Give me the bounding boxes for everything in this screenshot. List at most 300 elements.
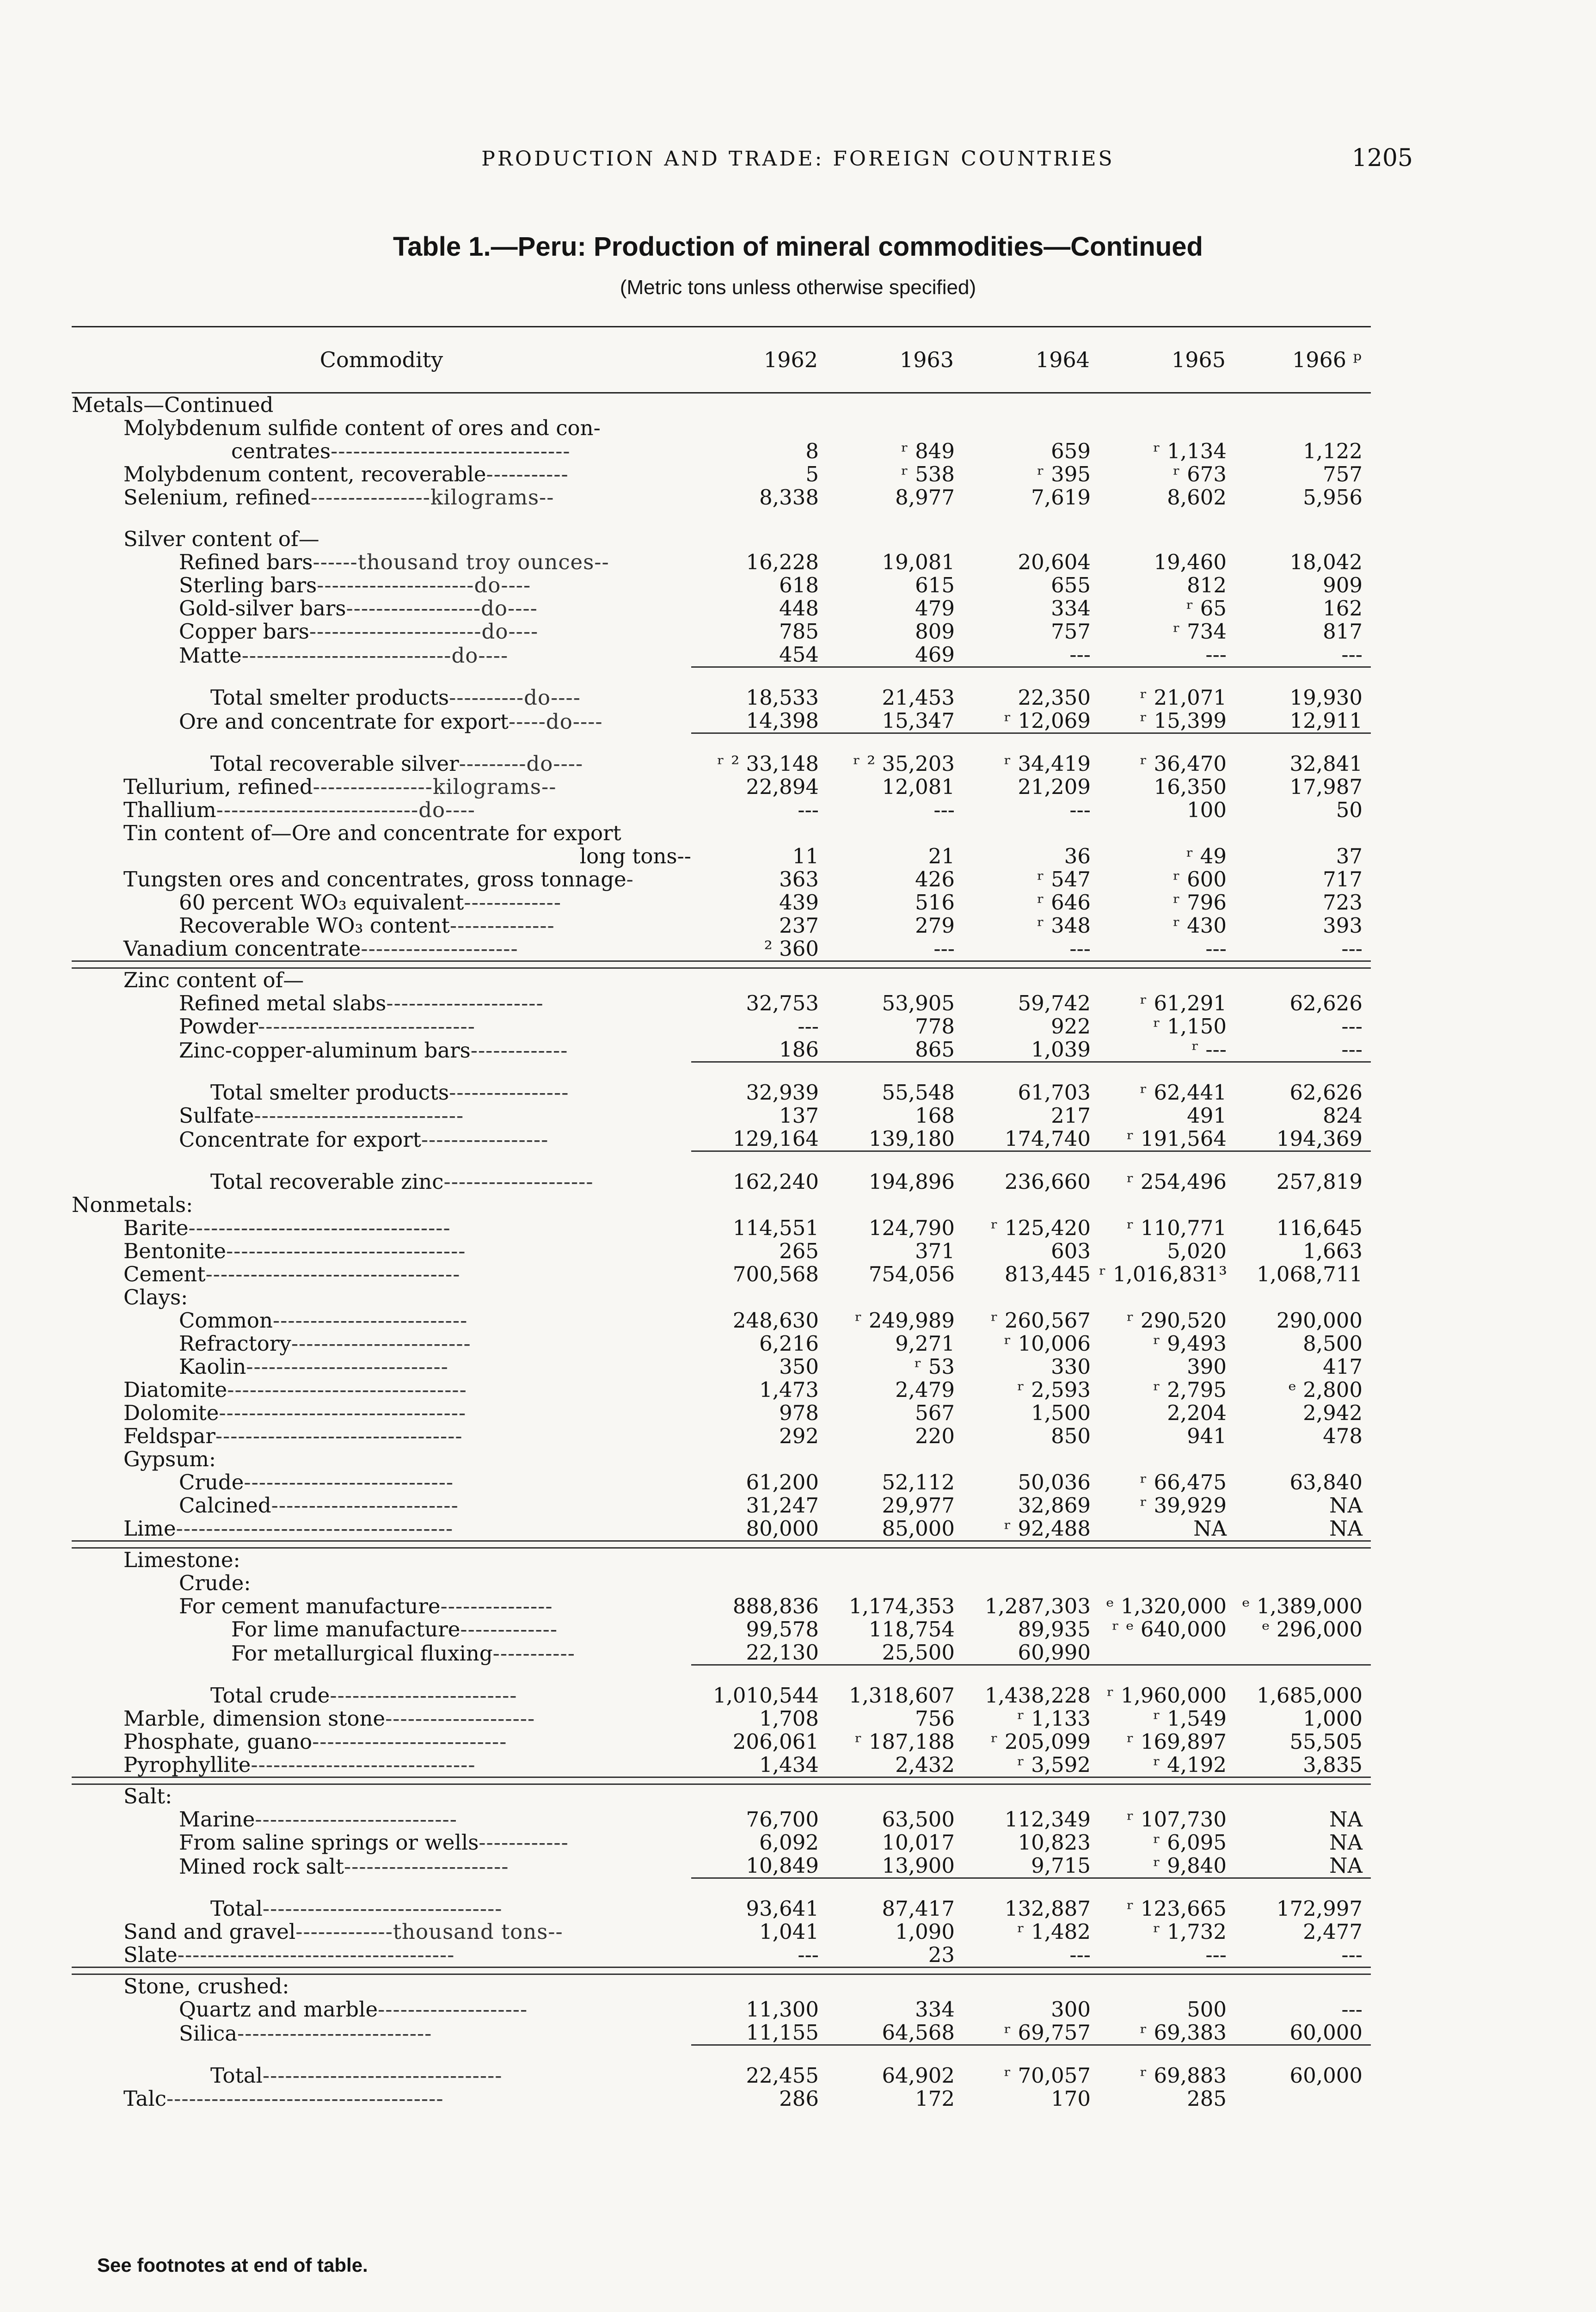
value-cell-1962 [691, 1784, 827, 1808]
commodity-cell [72, 1641, 691, 1665]
value-cell-1963: --- [933, 937, 955, 961]
table-group-heading [72, 528, 1371, 551]
rule-cell [691, 1878, 827, 1898]
value-cell-1965: ʳ 600 [1173, 868, 1227, 891]
rule-cell [1235, 667, 1371, 687]
rule-spacer [72, 2045, 691, 2065]
column-header-label: 1962 [763, 347, 818, 372]
dot-leader: -------------------- [385, 1707, 535, 1730]
value-cell-1963: ʳ 538 [901, 463, 955, 486]
commodity-cell [72, 992, 691, 1015]
value-cell-1962: ʳ ² 33,148 [717, 752, 819, 775]
value-cell-1962: 11,155 [746, 2021, 819, 2045]
value-cell-1966: --- [1341, 937, 1363, 961]
value-cell-1964: ʳ 1,482 [1017, 1920, 1091, 1943]
commodity-cell [72, 597, 691, 620]
value-cell-1965: 19,460 [1154, 551, 1227, 574]
table-group-heading [72, 417, 1371, 440]
commodity-label: 60 percent WO₃ equivalent [179, 891, 464, 914]
table-row [72, 1618, 1371, 1641]
value-cell-1966: 162 [1323, 597, 1363, 620]
commodity-cell [72, 393, 691, 417]
value-cell-1963: 469 [915, 643, 955, 667]
dot-leader: ----------------------------------- [188, 1217, 451, 1240]
footnote: See footnotes at end of table. [97, 2254, 368, 2276]
value-cell-1964: 334 [1051, 597, 1091, 620]
commodity-label: Kaolin [179, 1355, 246, 1378]
commodity-cell [72, 799, 691, 822]
commodity-cell [72, 968, 691, 992]
value-cell-1962: 99,578 [746, 1618, 819, 1641]
value-cell-1963: 1,090 [895, 1920, 955, 1943]
commodity-cell [72, 1170, 691, 1193]
commodity-label: Quartz and marble [179, 1998, 378, 2021]
value-cell-1965 [1099, 417, 1235, 440]
dot-leader: ------------------------- [330, 1684, 517, 1707]
commodity-cell [72, 1217, 691, 1240]
value-cell-1962 [691, 1548, 827, 1572]
value-cell-1963: 12,081 [882, 775, 955, 799]
value-cell-1964: --- [1069, 643, 1091, 667]
rule-cell [691, 733, 827, 753]
value-cell-1962: 32,939 [746, 1081, 819, 1104]
value-cell-1964: ʳ 1,133 [1017, 1707, 1091, 1730]
value-cell-1962: 978 [779, 1402, 819, 1425]
table-row [72, 914, 1371, 937]
value-cell-1965: ʳ 1,016,831³ [1099, 1263, 1227, 1286]
commodity-label: Salt: [123, 1784, 172, 1808]
value-cell-1962 [691, 1193, 827, 1217]
commodity-label: Total recoverable zinc [210, 1170, 444, 1193]
table-row [72, 1309, 1371, 1332]
value-cell-1966 [1235, 1641, 1371, 1665]
value-cell-1965: ʳ 734 [1173, 620, 1227, 643]
value-cell-1966: 1,068,711 [1256, 1263, 1363, 1286]
value-cell-1962: 363 [779, 868, 819, 891]
table-row [72, 1263, 1371, 1286]
value-cell-1966: 55,505 [1289, 1730, 1363, 1753]
value-cell-1965: 16,350 [1154, 775, 1227, 799]
rule-spacer [72, 1062, 691, 1082]
rule-cell [1099, 2045, 1235, 2065]
value-cell-1963: 1,318,607 [848, 1684, 955, 1707]
value-cell-1966: NA [1329, 1831, 1363, 1854]
commodity-label: Total crude [210, 1684, 330, 1707]
rule-cell [827, 1151, 963, 1171]
table-row [72, 463, 1371, 486]
table-group-heading [72, 968, 1371, 992]
value-cell-1964: 1,500 [1031, 1402, 1091, 1425]
rule-spacer [72, 1878, 691, 1898]
value-cell-1964 [963, 822, 1099, 845]
value-cell-1966: --- [1341, 1998, 1363, 2021]
table-row [72, 937, 1371, 961]
value-cell-1963: 10,017 [882, 1831, 955, 1854]
dot-leader: -------------------------- [312, 1730, 507, 1753]
commodity-cell [72, 1854, 691, 1878]
value-cell-1962: 237 [779, 914, 819, 937]
value-cell-1964: 330 [1051, 1355, 1091, 1378]
commodity-label: Clays: [123, 1286, 188, 1309]
value-cell-1966: --- [1341, 1038, 1363, 1062]
column-header-1964 [963, 327, 1099, 393]
value-cell-1966: 18,042 [1289, 551, 1363, 574]
value-cell-1966 [1235, 393, 1371, 417]
table-row [72, 574, 1371, 597]
value-cell-1962: 8,338 [759, 486, 819, 509]
value-cell-1964 [963, 528, 1099, 551]
value-cell-1965: ʳ 123,665 [1126, 1897, 1227, 1920]
value-cell-1963: 516 [915, 891, 955, 914]
value-cell-1963: 15,347 [882, 709, 955, 733]
commodity-cell [72, 1595, 691, 1618]
table-group-heading [72, 822, 1371, 845]
commodity-label: Molybdenum content, recoverable [123, 463, 486, 486]
commodity-label: Marble, dimension stone [123, 1707, 386, 1730]
commodity-cell [72, 1831, 691, 1854]
commodity-cell [72, 1332, 691, 1355]
value-cell-1964: 603 [1051, 1240, 1091, 1263]
value-cell-1962: 1,010,544 [712, 1684, 819, 1707]
value-cell-1965: ʳ 36,470 [1140, 752, 1227, 775]
table-row [72, 1920, 1371, 1943]
rule-cell [963, 1062, 1099, 1082]
value-cell-1966: 60,000 [1289, 2064, 1363, 2087]
commodity-label: Recoverable WO₃ content [179, 914, 450, 937]
value-cell-1962: 14,398 [746, 709, 819, 733]
running-head [0, 144, 1596, 179]
value-cell-1964: 36 [1064, 845, 1091, 868]
table-row [72, 1854, 1371, 1878]
value-cell-1962: 206,061 [732, 1730, 819, 1753]
value-cell-1963 [827, 968, 963, 992]
commodity-cell [72, 1471, 691, 1494]
value-cell-1965: 500 [1187, 1998, 1227, 2021]
value-cell-1963: 615 [915, 574, 955, 597]
rule-cell [1235, 1665, 1371, 1685]
value-cell-1962: ² 360 [764, 937, 819, 961]
value-cell-1963: 865 [915, 1038, 955, 1062]
commodity-cell [72, 1897, 691, 1920]
value-cell-1965: 5,020 [1167, 1240, 1227, 1263]
table-row [72, 1015, 1371, 1038]
commodity-cell [72, 1015, 691, 1038]
value-cell-1965: ʳ 107,730 [1126, 1808, 1227, 1831]
value-cell-1964: 300 [1051, 1998, 1091, 2021]
dot-leader: --------------------------------- [215, 1425, 463, 1448]
value-cell-1964: 20,604 [1018, 551, 1091, 574]
column-header-label: 1965 [1171, 347, 1226, 372]
commodity-label: Lime [123, 1517, 176, 1541]
commodity-label: Total [210, 1897, 263, 1920]
value-cell-1962 [691, 1286, 827, 1309]
commodity-cell [72, 752, 691, 775]
table-row [72, 2021, 1371, 2045]
commodity-cell [72, 574, 691, 597]
table-group-heading [72, 1974, 1371, 1998]
value-cell-1962: 265 [779, 1240, 819, 1263]
value-cell-1963: 756 [915, 1707, 955, 1730]
commodity-label: Vanadium concentrate [123, 937, 361, 961]
value-cell-1963: 220 [915, 1425, 955, 1448]
value-cell-1962: 1,434 [759, 1753, 819, 1777]
commodity-cell [72, 1127, 691, 1151]
table-row [72, 868, 1371, 891]
value-cell-1964: ʳ 3,592 [1017, 1753, 1091, 1777]
value-cell-1965: 285 [1187, 2087, 1227, 2110]
commodity-label: Powder [179, 1015, 258, 1038]
table-row [72, 1425, 1371, 1448]
value-cell-1962: 80,000 [746, 1517, 819, 1541]
value-cell-1964: 174,740 [1004, 1127, 1091, 1151]
rule-spacer [72, 733, 691, 753]
commodity-label: Crude: [179, 1572, 251, 1595]
commodity-cell [72, 1808, 691, 1831]
value-cell-1962: 785 [779, 620, 819, 643]
table-row [72, 1998, 1371, 2021]
table-subtotal-rule [72, 733, 1371, 753]
commodity-cell [72, 528, 691, 551]
table-group-heading [72, 1448, 1371, 1471]
commodity-cell [72, 1104, 691, 1127]
commodity-label: Ore and concentrate for export [179, 709, 509, 733]
commodity-label: Diatomite [123, 1378, 227, 1402]
commodity-cell [72, 1707, 691, 1730]
value-cell-1963: 64,568 [882, 2021, 955, 2045]
value-cell-1962: 186 [779, 1038, 819, 1062]
value-cell-1964: --- [1069, 799, 1091, 822]
table-row [72, 1595, 1371, 1618]
commodity-label: Mined rock salt [179, 1854, 344, 1878]
rule-cell [1099, 1878, 1235, 1898]
value-cell-1962: 6,092 [759, 1831, 819, 1854]
commodity-cell [72, 643, 691, 667]
value-cell-1963: ʳ 249,989 [854, 1309, 955, 1332]
value-cell-1966: 717 [1323, 868, 1363, 891]
table-subtotal-rule [72, 1665, 1371, 1685]
value-cell-1963: ʳ 53 [914, 1355, 955, 1378]
dot-leader: -------------------------------- [262, 1897, 503, 1920]
value-cell-1962: 448 [779, 597, 819, 620]
value-cell-1963: 19,081 [882, 551, 955, 574]
rule-cell [691, 2045, 827, 2065]
commodity-label: Pyrophyllite [123, 1753, 251, 1777]
value-cell-1965: ʳ 1,549 [1153, 1707, 1227, 1730]
value-cell-1963 [827, 1572, 963, 1595]
dot-leader: -------------thousand tons-- [295, 1920, 563, 1943]
value-cell-1962: 22,455 [746, 2064, 819, 2087]
value-cell-1965 [1099, 1448, 1235, 1471]
value-cell-1965: ʳ 61,291 [1140, 992, 1227, 1015]
page-number: 1205 [1351, 144, 1413, 172]
dot-leader: ------------- [460, 1618, 558, 1641]
commodity-label: Matte [179, 643, 242, 667]
dot-leader: -------------------- [443, 1170, 594, 1193]
rule-cell [691, 1665, 827, 1685]
value-cell-1964: ʳ 69,757 [1004, 2021, 1091, 2045]
commodity-cell [72, 1355, 691, 1378]
value-cell-1966: 2,942 [1303, 1402, 1363, 1425]
value-cell-1965: ʳ 65 [1186, 597, 1227, 620]
rule-cell [963, 733, 1099, 753]
value-cell-1966: 5,956 [1303, 486, 1363, 509]
value-cell-1964: ʳ 2,593 [1017, 1378, 1091, 1402]
value-cell-1965: 390 [1187, 1355, 1227, 1378]
value-cell-1966: 1,122 [1303, 440, 1363, 463]
value-cell-1965: ʳ 191,564 [1126, 1127, 1227, 1151]
table-row [72, 1038, 1371, 1062]
value-cell-1966: NA [1329, 1808, 1363, 1831]
value-cell-1966: 257,819 [1276, 1170, 1363, 1193]
value-cell-1963: 426 [915, 868, 955, 891]
value-cell-1962: --- [798, 1015, 819, 1038]
dot-leader: -----------------------do---- [309, 620, 539, 643]
table-row [72, 1104, 1371, 1127]
value-cell-1966: 17,987 [1289, 775, 1363, 799]
commodity-label: Selenium, refined [123, 486, 311, 509]
value-cell-1962 [691, 417, 827, 440]
value-cell-1964: ʳ 348 [1037, 914, 1091, 937]
value-cell-1962: 8 [805, 440, 819, 463]
value-cell-1963: 479 [915, 597, 955, 620]
column-header-label: 1964 [1035, 347, 1090, 372]
value-cell-1965: ʳ 1,150 [1153, 1015, 1227, 1038]
value-cell-1962: 61,200 [746, 1471, 819, 1494]
value-cell-1965: 491 [1187, 1104, 1227, 1127]
value-cell-1966: 3,835 [1303, 1753, 1363, 1777]
value-cell-1965: ʳ 1,732 [1153, 1920, 1227, 1943]
value-cell-1966: NA [1329, 1854, 1363, 1878]
commodity-cell [72, 1548, 691, 1572]
value-cell-1965: ʳ 49 [1186, 845, 1227, 868]
value-cell-1962: 888,836 [732, 1595, 819, 1618]
production-table-wrapper [72, 326, 1371, 2110]
value-cell-1963 [827, 393, 963, 417]
table-section-divider [72, 1968, 1371, 1974]
commodity-cell [72, 1378, 691, 1402]
commodity-label: Total recoverable silver [210, 752, 459, 775]
dot-leader: -------------------------------- [227, 1378, 467, 1402]
value-cell-1963: 172 [915, 2087, 955, 2110]
commodity-cell [72, 937, 691, 961]
value-cell-1965: ʳ 4,192 [1153, 1753, 1227, 1777]
value-cell-1964 [963, 968, 1099, 992]
value-cell-1966: --- [1341, 1015, 1363, 1038]
commodity-cell [72, 1448, 691, 1471]
value-cell-1962 [691, 1974, 827, 1998]
value-cell-1964: ʳ 646 [1037, 891, 1091, 914]
rule-cell [1235, 2045, 1371, 2065]
value-cell-1965: ʳ 15,399 [1140, 709, 1227, 733]
value-cell-1966: 393 [1323, 914, 1363, 937]
value-cell-1964: 50,036 [1018, 1471, 1091, 1494]
rule-cell [691, 1062, 827, 1082]
dot-leader: ------------------do---- [346, 597, 538, 620]
value-cell-1963: 118,754 [868, 1618, 955, 1641]
value-cell-1965 [1099, 822, 1235, 845]
value-cell-1963: 1,174,353 [848, 1595, 955, 1618]
value-cell-1965 [1099, 1193, 1235, 1217]
column-header-commodity: Commodity [72, 327, 691, 393]
table-row [72, 1808, 1371, 1831]
value-cell-1964: ʳ 205,099 [990, 1730, 1091, 1753]
value-cell-1965: ʳ 290,520 [1126, 1309, 1227, 1332]
table-subtotal-rule [72, 2045, 1371, 2065]
value-cell-1963: 29,977 [882, 1494, 955, 1517]
value-cell-1963: ʳ 187,188 [854, 1730, 955, 1753]
column-header-1965 [1099, 327, 1235, 393]
commodity-cell [72, 463, 691, 486]
value-cell-1966 [1235, 1448, 1371, 1471]
value-cell-1965 [1099, 1641, 1235, 1665]
table-section-divider [72, 1777, 1371, 1784]
commodity-cell [72, 1730, 691, 1753]
table-subtotal-rule [72, 1062, 1371, 1082]
value-cell-1965: ʳ 2,795 [1153, 1378, 1227, 1402]
dot-leader: ---------do---- [459, 752, 583, 775]
value-cell-1963: 23 [928, 1943, 955, 1967]
value-cell-1965 [1099, 528, 1235, 551]
column-header-label: 1963 [899, 347, 954, 372]
value-cell-1965: ʳ 1,134 [1153, 440, 1227, 463]
value-cell-1964: 170 [1051, 2087, 1091, 2110]
commodity-label: Marine [179, 1808, 255, 1831]
dot-leader: ----------do---- [449, 686, 581, 709]
value-cell-1966 [1235, 1548, 1371, 1572]
value-cell-1964: 60,990 [1018, 1641, 1091, 1665]
table-header-row [72, 327, 1371, 393]
commodity-label: Gold-silver bars [179, 597, 346, 620]
commodity-label: Total smelter products [210, 686, 449, 709]
value-cell-1965: ʳ 62,441 [1140, 1081, 1227, 1104]
value-cell-1963: 52,112 [882, 1471, 955, 1494]
rule-cell [1235, 1062, 1371, 1082]
value-cell-1966: 32,841 [1289, 752, 1363, 775]
table-row [72, 551, 1371, 574]
value-cell-1963: 2,432 [895, 1753, 955, 1777]
commodity-label: Zinc-copper-aluminum bars [179, 1038, 471, 1062]
table-row [72, 486, 1371, 509]
value-cell-1965: 8,602 [1167, 486, 1227, 509]
commodity-cell [72, 2087, 691, 2110]
value-cell-1962: 439 [779, 891, 819, 914]
value-cell-1963 [827, 1286, 963, 1309]
table-group-heading [72, 1572, 1371, 1595]
running-head-title: PRODUCTION AND TRADE: FOREIGN COUNTRIES [481, 147, 1115, 171]
value-cell-1962: --- [798, 799, 819, 822]
commodity-label: Crude [179, 1471, 244, 1494]
value-cell-1965: 100 [1187, 799, 1227, 822]
rule-cell [691, 1151, 827, 1171]
commodity-label: Molybdenum sulfide content of ores and con- [123, 417, 601, 440]
dot-leader: ----------------kilograms-- [313, 775, 557, 799]
value-cell-1966 [1235, 822, 1371, 845]
commodity-label: Talc [123, 2087, 166, 2110]
value-cell-1963 [827, 1974, 963, 1998]
value-cell-1962: 286 [779, 2087, 819, 2110]
commodity-label: Total smelter products [210, 1081, 449, 1104]
rule-cell [1235, 1878, 1371, 1898]
commodity-cell [72, 1263, 691, 1286]
dot-leader: ---------------------------do---- [216, 799, 475, 822]
dot-leader: --------------------------------- [219, 1402, 467, 1425]
table-row [72, 2064, 1371, 2087]
commodity-label: Dolomite [123, 1402, 219, 1425]
value-cell-1965: ʳ 110,771 [1126, 1217, 1227, 1240]
value-cell-1965: ʳ 9,840 [1153, 1854, 1227, 1878]
value-cell-1965 [1099, 393, 1235, 417]
value-cell-1962: 93,641 [746, 1897, 819, 1920]
